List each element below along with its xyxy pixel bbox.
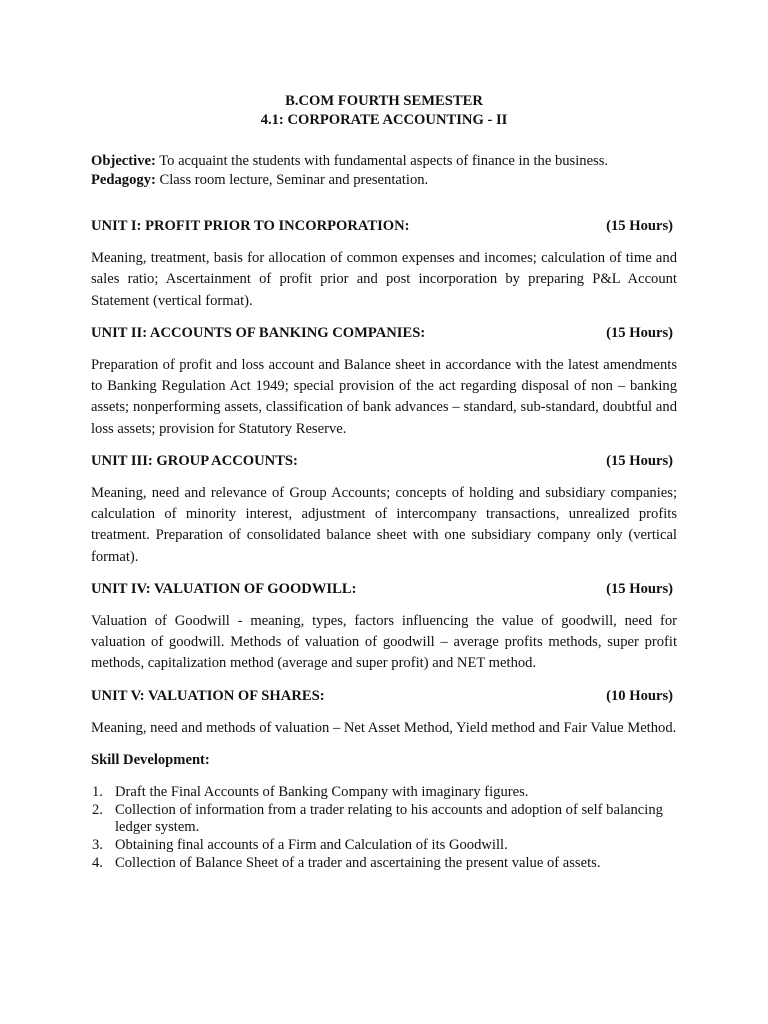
skill-development-list — [91, 784, 677, 871]
unit-title: UNIT IV: VALUATION OF GOODWILL: — [91, 580, 357, 597]
pedagogy-label: Pedagogy: — [91, 171, 156, 188]
list-number: 3. — [92, 836, 103, 853]
list-text: Collection of Balance Sheet of a trader and ascertaining the present value of assets. — [115, 854, 601, 871]
objective-label: Objective: — [91, 153, 156, 169]
unit-title: UNIT III: GROUP ACCOUNTS: — [91, 452, 298, 469]
unit-title: UNIT V: VALUATION OF SHARES: — [91, 687, 325, 704]
unit-hours: (15 Hours) — [606, 580, 673, 597]
unit-hours: (15 Hours) — [606, 218, 673, 234]
unit-description: Meaning, treatment, basis for allocation of common expenses and incomes; calculation of time and sales ratio; Ascertainment of profit prior and post incorporation by preparing P&L Account Statement (vertical format). — [91, 250, 677, 309]
unit-title: UNIT I: PROFIT PRIOR TO INCORPORATION: — [91, 218, 410, 234]
skill-development-heading: Skill Development: — [91, 752, 210, 769]
unit-hours: (15 Hours) — [606, 452, 673, 469]
list-text: Collection of information from a trader relating to his accounts and adoption of self balancing ledger system. — [115, 802, 663, 835]
unit-heading — [91, 686, 677, 707]
unit-3 — [91, 451, 677, 568]
unit-heading — [91, 579, 677, 600]
objective-line — [91, 152, 677, 171]
unit-hours: (15 Hours) — [606, 324, 673, 341]
unit-description: Meaning, need and relevance of Group Accounts; concepts of holding and subsidiary companies; calculation of minority interest, adjustment of intercompany transactions, unrealized profits treatment. Preparation of consolidated balance sheet with one subsidiary company only (vertical format). — [91, 485, 677, 565]
course-meta — [91, 152, 677, 189]
document-header — [91, 92, 677, 130]
unit-description: Preparation of profit and loss account and Balance sheet in accordance with the latest amendments to Banking Regulation Act 1949; special provision of the act regarding disposal of non – banking assets; nonperforming assets, classification of bank advances – standard, sub-standard, doubtful and loss assets; provision for Statutory Reserve. — [91, 357, 677, 437]
semester-heading: B.COM FOURTH SEMESTER — [285, 93, 483, 109]
unit-heading — [91, 216, 677, 237]
list-item — [91, 784, 677, 801]
unit-4 — [91, 579, 677, 675]
course-title: 4.1: CORPORATE ACCOUNTING - II — [260, 112, 508, 128]
unit-5 — [91, 686, 677, 739]
unit-title: UNIT II: ACCOUNTS OF BANKING COMPANIES: — [91, 324, 426, 341]
list-item — [91, 837, 677, 854]
unit-heading — [91, 451, 677, 472]
pedagogy-text: Class room lecture, Seminar and presentation. — [155, 171, 429, 188]
list-text: Obtaining final accounts of a Firm and Calculation of its Goodwill. — [115, 836, 508, 853]
syllabus-page — [91, 92, 677, 873]
list-item — [91, 802, 677, 835]
unit-description: Valuation of Goodwill - meaning, types, factors influencing the value of goodwill, need for valuation of goodwill. Methods of valuation of goodwill – average profits methods, super profit methods, capitalization method (average and super profit) and NET method. — [91, 613, 677, 672]
list-number: 2. — [92, 802, 103, 819]
list-text: Draft the Final Accounts of Banking Company with imaginary figures. — [115, 784, 529, 801]
unit-2 — [91, 323, 677, 440]
list-number: 4. — [92, 854, 103, 871]
unit-description: Meaning, need and methods of valuation – Net Asset Method, Yield method and Fair Value Method. — [91, 719, 677, 736]
unit-heading — [91, 323, 677, 344]
unit-hours: (10 Hours) — [606, 687, 673, 704]
list-item — [91, 855, 677, 872]
objective-text: To acquaint the students with fundamental aspects of finance in the business. — [155, 153, 609, 169]
list-number: 1. — [92, 784, 103, 801]
pedagogy-line — [91, 171, 677, 190]
unit-1 — [91, 216, 677, 312]
